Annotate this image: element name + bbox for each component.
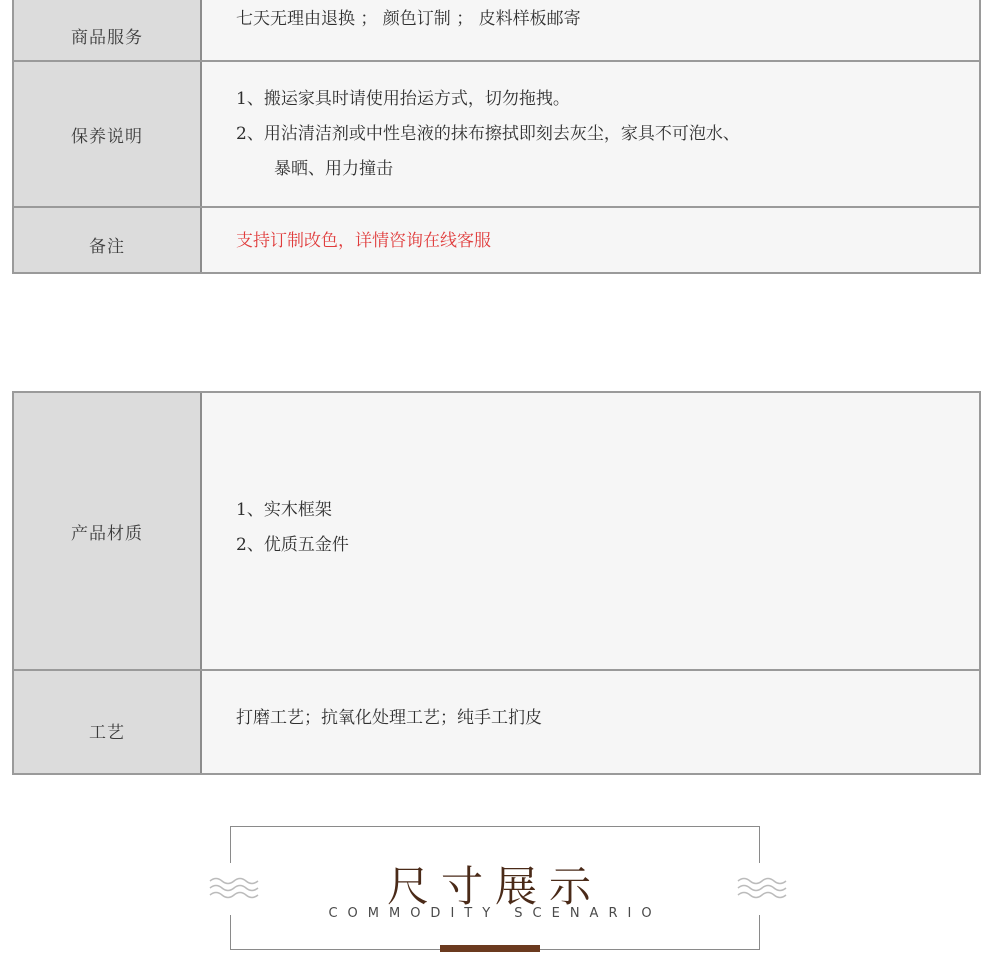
row-label: 商品服务: [14, 0, 202, 60]
table-row-maintenance: [14, 60, 979, 206]
maintenance-line: 2、用沾清洁剂或中性皂液的抹布擦拭即刻去灰尘，家具不可泡水、: [236, 123, 740, 144]
service-text: 七天无理由退换 ； 颜色订制 ； 皮料样板邮寄: [236, 9, 581, 29]
craft-text: 打磨工艺；抗氧化处理工艺；纯手工扪皮: [236, 708, 542, 728]
row-label: 产品材质: [14, 393, 202, 669]
remark-text: 支持订制改色，详情咨询在线客服: [236, 231, 491, 251]
table-row-material: [14, 393, 979, 669]
product-info-table: [12, 0, 981, 274]
table-row-service: [14, 0, 979, 60]
material-line: 1、实木框架: [236, 500, 332, 520]
row-label: 工艺: [14, 671, 202, 773]
material-table: [12, 391, 981, 775]
section-title-en: COMMODITY SCENARIO: [328, 906, 662, 921]
row-content: [202, 393, 979, 669]
section-title-cn: 尺寸展示: [386, 862, 603, 911]
row-content: [202, 0, 979, 60]
maintenance-line: 暴晒、用力撞击: [274, 158, 393, 179]
material-line: 2、优质五金件: [236, 535, 349, 555]
row-content: [202, 208, 979, 272]
row-content: [202, 671, 979, 773]
table-row-remark: [14, 206, 979, 272]
title-underline-bar: [440, 945, 540, 952]
row-label: 备注: [14, 208, 202, 272]
maintenance-line: 1、搬运家具时请使用抬运方式，切勿拖拽。: [236, 88, 570, 109]
row-content: [202, 62, 979, 206]
row-label: 保养说明: [14, 62, 202, 206]
table-row-craft: [14, 669, 979, 773]
